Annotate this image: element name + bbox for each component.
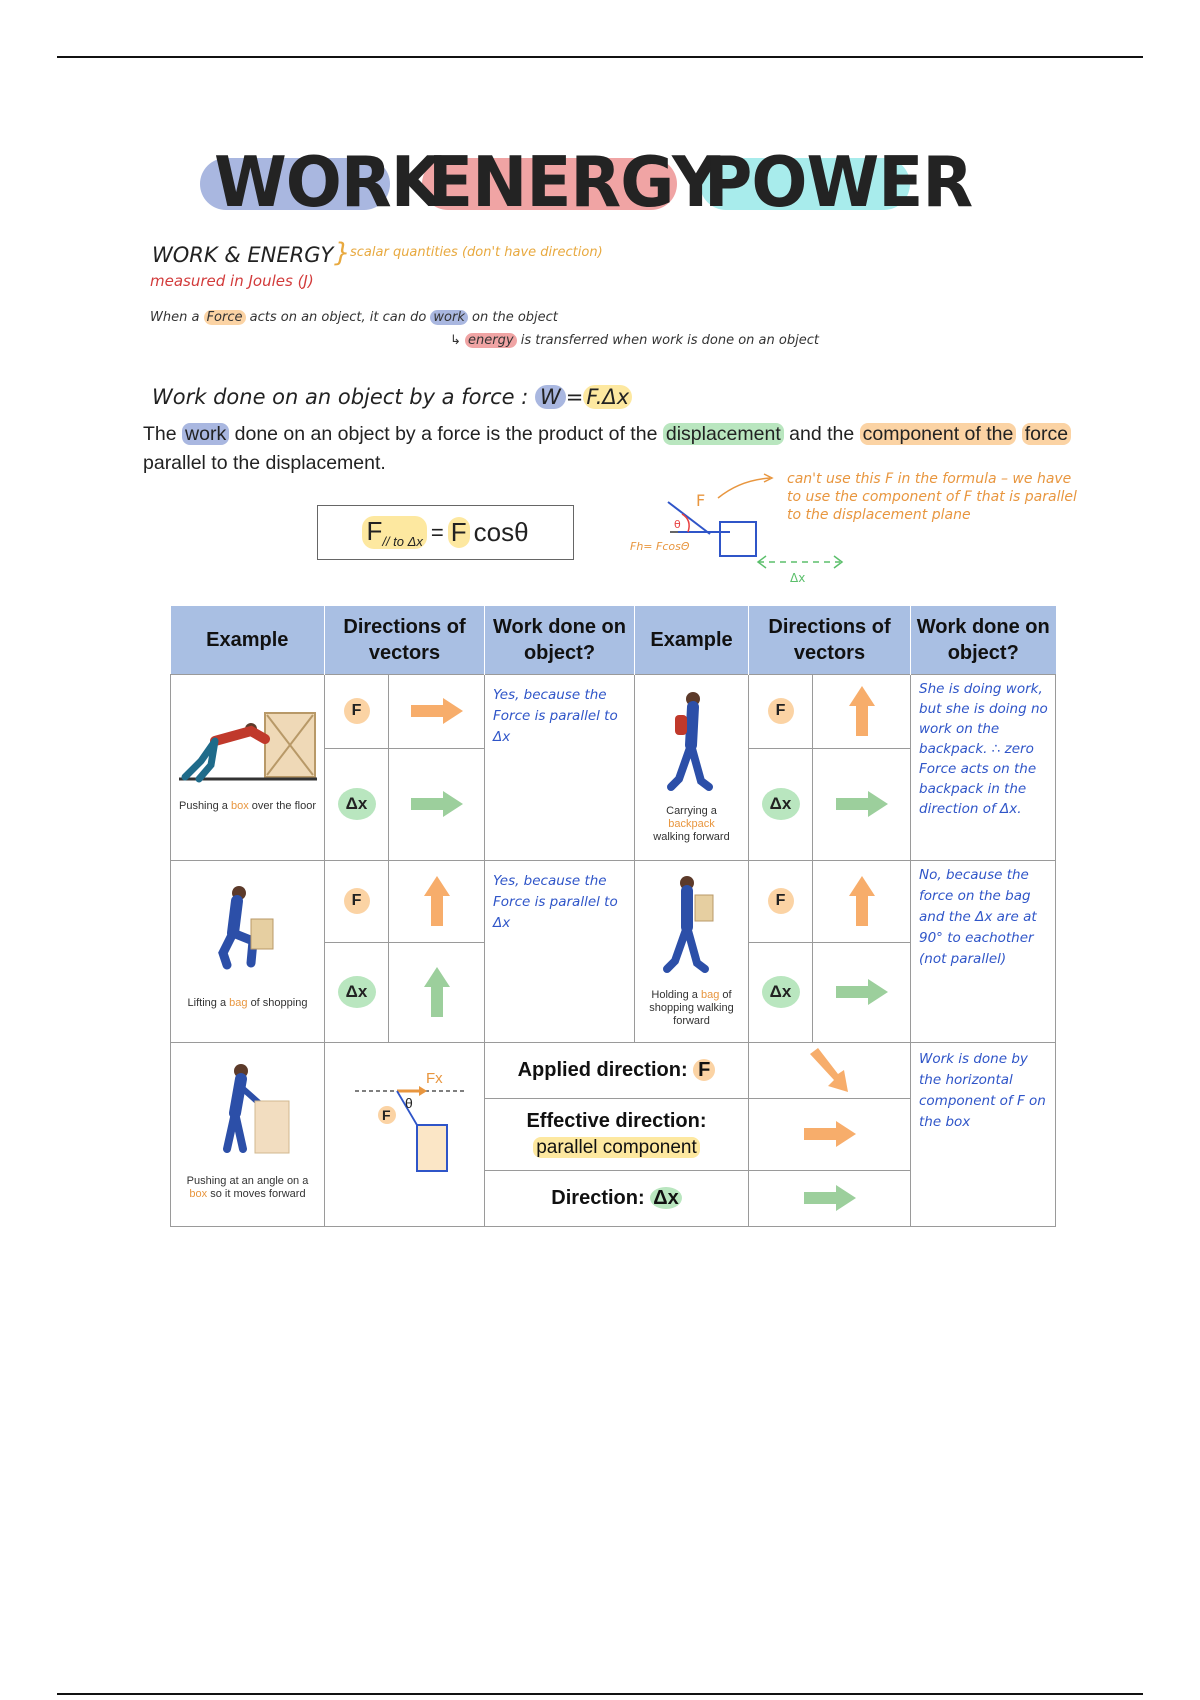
page-title (200, 140, 973, 223)
caption-carrying-backpack (635, 805, 748, 844)
cap4-hl: bag (700, 988, 720, 1001)
cap3-a: Lifting a (187, 996, 227, 1009)
answer-lifting-bag (485, 860, 635, 1042)
carrying-backpack-illustration (635, 687, 749, 807)
caption-holding-bag (635, 989, 748, 1028)
def-t4: parallel to the displacement. (143, 452, 386, 474)
effective-arrow-cell (749, 1098, 911, 1170)
line1-a: When a (150, 310, 200, 325)
cap5-a: Pushing at an angle on a (186, 1174, 309, 1187)
applied-sym: F (693, 1059, 715, 1081)
vector-arrow-cell (813, 748, 911, 860)
examples-table (170, 606, 1056, 1227)
workdone-eq: = (565, 385, 584, 409)
diagram-dx: Δx (790, 571, 806, 585)
formula-F2: F (448, 517, 470, 548)
direction-text: Direction: (551, 1187, 645, 1209)
caption-lifting-bag (171, 997, 324, 1010)
arrow-right-green (409, 789, 465, 819)
table-row (171, 860, 1056, 942)
def-work: work (182, 423, 229, 445)
direction-arrow-cell (749, 1170, 911, 1226)
formula-F (362, 516, 426, 549)
example-pushing-box (171, 674, 325, 860)
line1-work: work (430, 310, 467, 325)
arrow-right-green (834, 977, 890, 1007)
vector-arrow-cell (389, 860, 485, 942)
answer-text: Yes, because the Force is parallel to Δx (493, 686, 618, 745)
table-row (171, 1042, 1056, 1098)
pushing-box-illustration (171, 695, 325, 805)
arrow-right-green (802, 1183, 858, 1213)
applied-arrow-cell (749, 1042, 911, 1098)
example-lifting-bag (171, 860, 325, 1042)
arrow-up-orange (847, 684, 877, 738)
answer-text: No, because the force on the bag and the Δx are at 90° to eachother (not parallel) (919, 866, 1037, 967)
header-work-1: Work done on object? (485, 606, 635, 674)
answer-pushing-angle (911, 1042, 1056, 1226)
header-example-1: Example (171, 606, 325, 674)
answer-holding-bag (911, 860, 1056, 1042)
angle-push-diagram (325, 1063, 485, 1183)
formula-cos: cosθ (473, 517, 529, 547)
force-work-line (150, 310, 558, 325)
workdone-label: Work done on an object by a force : (152, 385, 529, 409)
header-work-2: Work done on object? (911, 606, 1056, 674)
vector-label-cell (749, 860, 813, 942)
header-directions-2: Directions of vectors (749, 606, 911, 674)
def-force: force (1022, 423, 1071, 445)
cap3-hl: bag (229, 996, 248, 1009)
vector-label-cell (749, 748, 813, 860)
arrow-up-green (422, 965, 452, 1019)
cap3-b: of shopping (250, 996, 308, 1009)
bottom-rule (57, 1693, 1143, 1695)
example-pushing-angle (171, 1042, 325, 1226)
vector-label-cell (325, 674, 389, 748)
effective-hl: parallel component (533, 1137, 700, 1158)
vector-label-cell (749, 942, 813, 1042)
line2-energy: energy (465, 333, 517, 348)
cap2-b: walking forward (653, 830, 730, 843)
vector-arrow-cell (813, 860, 911, 942)
parallel-force-formula (317, 505, 574, 560)
table-row (171, 674, 1056, 748)
effective-text: Effective direction: (526, 1109, 707, 1132)
vector-arrow-cell (389, 748, 485, 860)
diag-Fx: Fx (426, 1069, 443, 1087)
cap2-a: Carrying a (666, 804, 717, 817)
example-carrying-backpack (635, 674, 749, 860)
def-displacement: displacement (663, 423, 784, 445)
title-word-work: WORK (214, 142, 441, 223)
direction-label-text (485, 1185, 748, 1211)
cap1-b: over the floor (251, 799, 316, 812)
cap5-hl: box (189, 1187, 208, 1200)
vector-label-cell (749, 674, 813, 748)
line2-rest: is transferred when work is done on an object (520, 333, 819, 348)
diagram-F: F (696, 491, 706, 510)
cap5-b: so it moves forward (210, 1187, 306, 1200)
diagram-fh: Fh= FcosΘ (630, 540, 690, 553)
formula-eq: = (430, 519, 444, 545)
header-example-2: Example (635, 606, 749, 674)
arrow-up-orange (422, 874, 452, 928)
def-t2: done on an object by a force is the product of the (234, 423, 658, 445)
answer-text: Work is done by the horizontal component of F on the box (919, 1050, 1046, 1130)
def-t3: and the (789, 423, 855, 445)
workdone-FDx: F.Δx (583, 385, 632, 409)
caption-pushing-angle (171, 1175, 324, 1201)
displacement-symbol: Δx (762, 788, 800, 820)
diagram-note: can't use this F in the formula – we have to use the component of F that is parallel to the displacement plane (787, 471, 1077, 523)
vector-label-cell (325, 860, 389, 942)
line2-arrow: ↳ (450, 333, 461, 348)
angle-diagram-cell (325, 1042, 485, 1226)
title-word-power: POWER (704, 142, 973, 223)
def-component: component of the (860, 423, 1017, 445)
vector-arrow-cell (389, 942, 485, 1042)
diagram-box (720, 522, 756, 556)
line1-c: on the object (472, 310, 558, 325)
applied-direction-label (485, 1042, 749, 1098)
force-symbol: F (768, 698, 794, 724)
cap4-b: of shopping walking forward (649, 988, 734, 1027)
header-directions-1: Directions of vectors (325, 606, 485, 674)
vector-arrow-cell (813, 674, 911, 748)
diag-theta: θ (405, 1094, 413, 1111)
title-word-energy: ENERGY (428, 142, 719, 223)
answer-carrying-backpack (911, 674, 1056, 860)
notes-heading: WORK & ENERGY (152, 243, 334, 267)
example-holding-bag (635, 860, 749, 1042)
answer-pushing-box (485, 674, 635, 860)
energy-transfer-line (450, 333, 819, 348)
applied-text: Applied direction: (517, 1059, 688, 1081)
scalar-note: scalar quantities (don't have direction) (350, 245, 603, 260)
displacement-symbol: Δx (338, 788, 376, 820)
formula-subscript: // to Δx (382, 534, 423, 550)
diag-F: F (382, 1106, 391, 1123)
effective-direction-label (485, 1098, 749, 1170)
arrow-right-orange (802, 1119, 858, 1149)
displacement-symbol: Δx (762, 976, 800, 1008)
force-symbol: F (768, 888, 794, 914)
workdone-W: W (535, 385, 566, 409)
answer-text: Yes, because the Force is parallel to Δx (493, 872, 618, 931)
arrow-right-orange (409, 696, 465, 726)
line1-force: Force (204, 310, 246, 325)
cap2-hl: backpack (668, 817, 715, 830)
lifting-bag-illustration (171, 879, 325, 989)
holding-bag-illustration (635, 869, 749, 989)
vector-label-cell (325, 748, 389, 860)
effective-label (485, 1108, 748, 1161)
vector-arrow-cell (813, 942, 911, 1042)
cap4-a: Holding a (651, 988, 698, 1001)
direction-sym: Δx (650, 1187, 682, 1209)
direction-label (485, 1170, 749, 1226)
cap1-a: Pushing a (178, 799, 228, 812)
force-symbol: F (344, 888, 370, 914)
arrow-right-green (834, 789, 890, 819)
cap1-hl: box (230, 799, 249, 812)
workdone-line (152, 385, 632, 409)
answer-text: She is doing work, but she is doing no work on the backpack. ∴ zero Force acts on the backpack in the direction of Δx. (919, 680, 1048, 817)
top-rule (57, 56, 1143, 58)
table-header-row (171, 606, 1056, 674)
measured-note: measured in Joules (J) (150, 272, 314, 290)
displacement-symbol: Δx (338, 976, 376, 1008)
force-symbol: F (344, 698, 370, 724)
arrow-up-orange (847, 874, 877, 928)
vector-label-cell (325, 942, 389, 1042)
formula-F-letter: F (366, 515, 383, 546)
diagram-note-pointer (718, 478, 770, 498)
vector-arrow-cell (389, 674, 485, 748)
def-t1: The (143, 423, 177, 445)
applied-label (485, 1057, 748, 1083)
diagram-theta: θ (674, 518, 681, 531)
pushing-angle-illustration (171, 1053, 325, 1173)
caption-pushing-box (171, 800, 324, 813)
line1-b: acts on an object, it can do (249, 310, 427, 325)
arrow-diagonal-orange (806, 1044, 854, 1096)
scalar-brace: } (334, 238, 351, 268)
